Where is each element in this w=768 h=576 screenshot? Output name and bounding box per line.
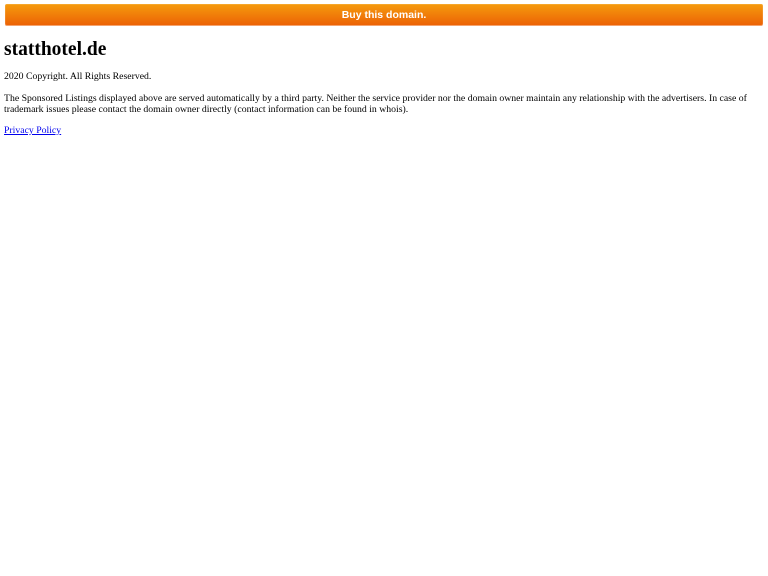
copyright-text: 2020 Copyright. All Rights Reserved. <box>4 71 152 83</box>
privacy-policy-link[interactable]: Privacy Policy <box>4 125 62 137</box>
domain-title: statthotel.de <box>4 39 107 60</box>
disclaimer-text: The Sponsored Listings displayed above are served automatically by a third party. Neither the service provider nor the domain owner maintain any relationship with the advertisers. In case of trademark issues please contact the domain owner directly (contact information can be found in whois). <box>4 92 747 115</box>
buy-domain-banner-label: Buy this domain. <box>341 9 427 21</box>
privacy-link-row <box>4 125 764 136</box>
buy-domain-banner[interactable] <box>5 4 763 26</box>
